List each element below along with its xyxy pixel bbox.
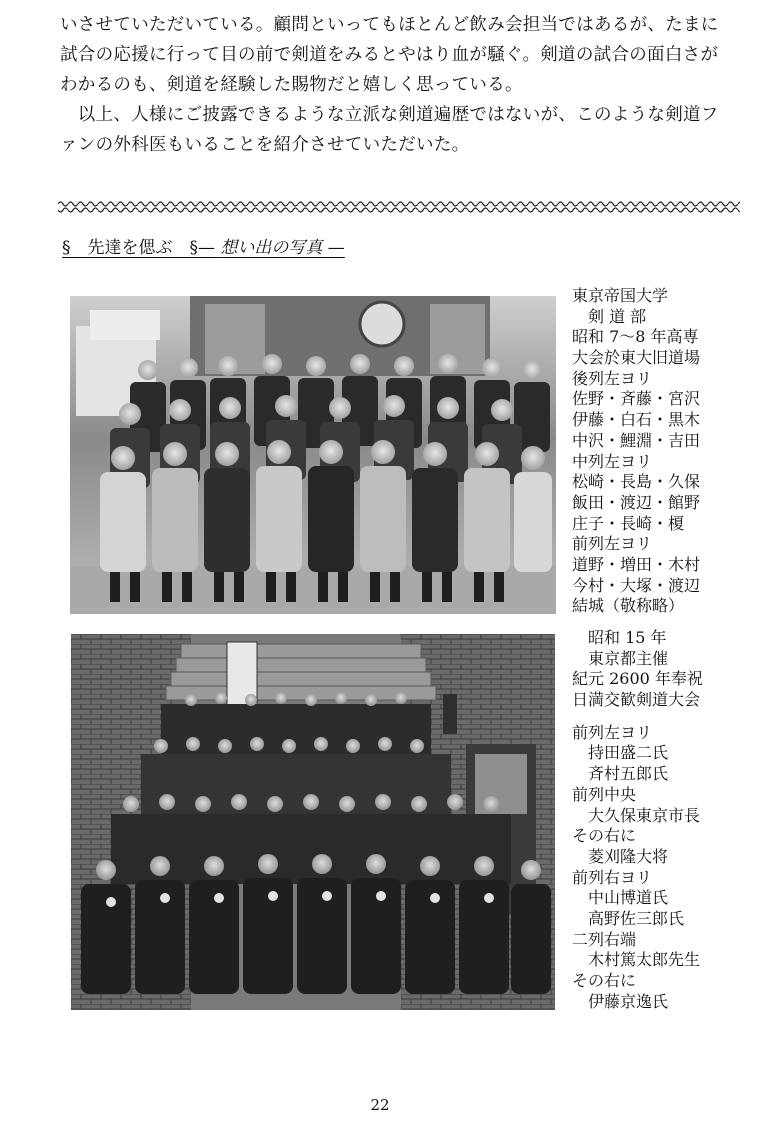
caption-gap: [572, 711, 703, 723]
caption-line: その右に: [572, 971, 637, 990]
caption-line: 庄子・長崎・榎: [572, 513, 685, 533]
group-photo-1: [70, 296, 556, 614]
section-heading-label: § 先達を偲ぶ §—: [62, 238, 215, 258]
caption-line: 持田盛二氏: [572, 743, 669, 763]
caption-line: 紀元 2600 年奉祝: [572, 669, 703, 689]
body-paragraph-2: [60, 100, 720, 160]
caption-line: 大会於東大旧道場: [572, 348, 701, 368]
caption-line: 中山博道氏: [572, 888, 669, 908]
page-number: 22: [370, 1096, 390, 1114]
caption-line: 菱刈隆大将: [572, 846, 669, 866]
caption-line: 今村・大塚・渡辺: [572, 575, 701, 595]
text-line: ァンの外科医もいることを紹介させていただいた。: [60, 135, 470, 155]
caption-line: 昭和 7～8 年高専: [572, 327, 699, 347]
caption-line: 後列左ヨリ: [572, 368, 653, 388]
caption-line: 剣 道 部: [572, 306, 647, 326]
caption-line: 東京帝国大学: [572, 286, 669, 305]
caption-line: 結城（敬称略）: [572, 596, 685, 616]
photo-1-caption: [572, 286, 700, 617]
caption-line: 東京都主催: [572, 648, 669, 668]
caption-line: 日満交歓剣道大会: [572, 690, 701, 710]
group-photo-2: [71, 634, 555, 1010]
caption-line: 昭和 15 年: [572, 628, 667, 647]
caption-line: 中列左ヨリ: [572, 451, 653, 471]
caption-line: 高野佐三郎氏: [572, 908, 685, 928]
body-paragraph-1: [60, 10, 720, 100]
text-line: いさせていただいている。顧問といってもほとんど飲み会担当ではあるが、たまに: [60, 15, 719, 35]
decorative-divider: [58, 200, 740, 214]
text-line: わかるのも、剣道を経験した賜物だと嬉しく思っている。: [60, 75, 523, 95]
caption-line: その右に: [572, 826, 637, 846]
caption-line: 伊藤・白石・黒木: [572, 410, 701, 430]
caption-line: 松崎・長島・久保: [572, 472, 701, 492]
caption-line: 道野・増田・木村: [572, 554, 701, 574]
text-line: 試合の応援に行って目の前で剣道をみるとやはり血が騒ぐ。剣道の試合の面白さが: [60, 45, 719, 65]
caption-line: 前列左ヨリ: [572, 722, 653, 742]
caption-line: 木村篤太郎先生: [572, 950, 701, 970]
caption-line: 大久保東京市長: [572, 805, 701, 825]
caption-line: 前列左ヨリ: [572, 534, 653, 554]
section-heading: [62, 236, 345, 260]
caption-line: 斉村五郎氏: [572, 764, 669, 784]
caption-line: 伊藤京逸氏: [572, 991, 669, 1011]
caption-line: 二列右端: [572, 929, 637, 949]
text-line: 以上、人様にご披露できるような立派な剣道遍歴ではないが、このような剣道フ: [60, 105, 719, 125]
caption-line: 飯田・渡辺・館野: [572, 492, 701, 512]
caption-line: 前列中央: [572, 784, 637, 804]
caption-line: 佐野・斉藤・宮沢: [572, 389, 701, 409]
caption-line: 前列右ヨリ: [572, 867, 653, 887]
photo-2-caption: [572, 628, 703, 1012]
section-heading-subtitle: 想い出の写真 —: [220, 238, 345, 258]
caption-line: 中沢・鯉淵・吉田: [572, 430, 701, 450]
